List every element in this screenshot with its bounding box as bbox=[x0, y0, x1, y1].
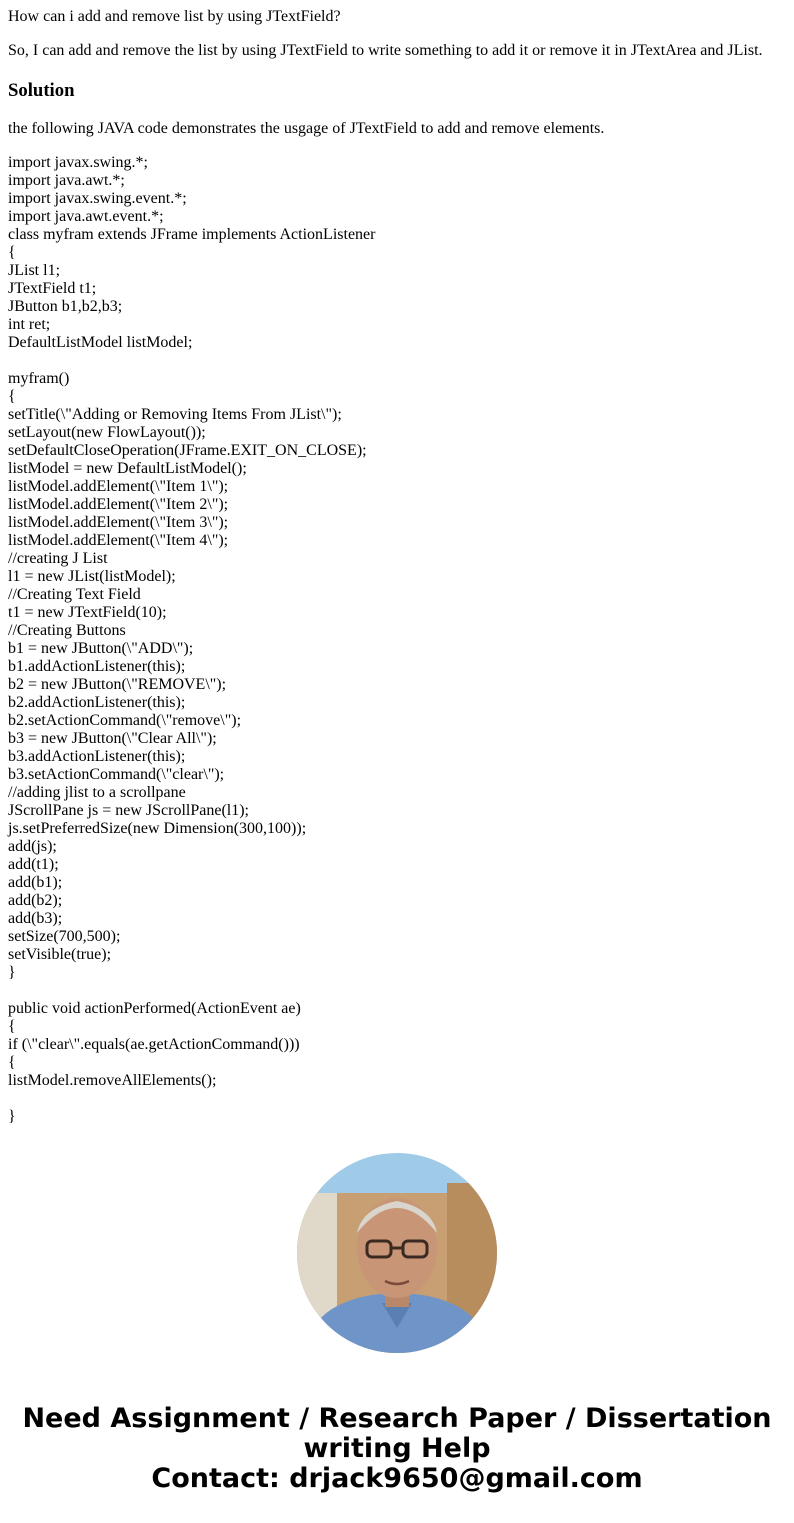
code-line: DefaultListModel listModel; bbox=[8, 334, 193, 351]
code-block bbox=[8, 154, 786, 1126]
code-line: add(t1); bbox=[8, 856, 59, 873]
code-line: listModel.removeAllElements(); bbox=[8, 1072, 217, 1089]
code-line: b1 = new JButton(\"ADD\"); bbox=[8, 640, 194, 657]
code-line bbox=[8, 982, 786, 1000]
code-line: listModel.addElement(\"Item 4\"); bbox=[8, 532, 229, 549]
code-line: b1.addActionListener(this); bbox=[8, 658, 186, 675]
promo-banner bbox=[0, 1404, 794, 1494]
author-photo-icon bbox=[297, 1153, 497, 1353]
code-line: b3 = new JButton(\"Clear All\"); bbox=[8, 730, 217, 747]
code-line: { bbox=[8, 1054, 16, 1071]
solution-heading: Solution bbox=[8, 80, 75, 101]
code-line: b2 = new JButton(\"REMOVE\"); bbox=[8, 676, 227, 693]
code-line: int ret; bbox=[8, 316, 51, 333]
code-line bbox=[8, 352, 786, 370]
code-line: import javax.swing.event.*; bbox=[8, 190, 187, 207]
question-description: So, I can add and remove the list by using JTextField to write something to add it or remove it in JTextArea and JList. bbox=[8, 42, 763, 59]
code-line: JScrollPane js = new JScrollPane(l1); bbox=[8, 802, 249, 819]
code-line: setTitle(\"Adding or Removing Items From JList\"); bbox=[8, 406, 342, 423]
author-avatar bbox=[297, 1153, 497, 1353]
code-line: //adding jlist to a scrollpane bbox=[8, 784, 186, 801]
code-line: b2.addActionListener(this); bbox=[8, 694, 186, 711]
code-line: b3.addActionListener(this); bbox=[8, 748, 186, 765]
promo-banner-contact: Contact: drjack9650@gmail.com bbox=[151, 1463, 643, 1494]
code-line: { bbox=[8, 388, 16, 405]
promo-banner-line2: writing Help bbox=[303, 1433, 491, 1464]
code-line: JButton b1,b2,b3; bbox=[8, 298, 123, 315]
code-line: b3.setActionCommand(\"clear\"); bbox=[8, 766, 225, 783]
code-line: JList l1; bbox=[8, 262, 61, 279]
code-line: setDefaultCloseOperation(JFrame.EXIT_ON_CLOSE); bbox=[8, 442, 367, 459]
solution-intro: the following JAVA code demonstrates the usgage of JTextField to add and remove elements. bbox=[8, 120, 605, 137]
question-title: How can i add and remove list by using JTextField? bbox=[8, 8, 341, 25]
code-line: setLayout(new FlowLayout()); bbox=[8, 424, 206, 441]
code-line: } bbox=[8, 964, 16, 981]
code-line: } bbox=[8, 1108, 16, 1125]
code-line: t1 = new JTextField(10); bbox=[8, 604, 167, 621]
code-line: l1 = new JList(listModel); bbox=[8, 568, 176, 585]
code-line: //creating J List bbox=[8, 550, 108, 567]
article bbox=[8, 0, 786, 1126]
code-line: add(b1); bbox=[8, 874, 63, 891]
code-line: listModel.addElement(\"Item 1\"); bbox=[8, 478, 229, 495]
code-line: class myfram extends JFrame implements ActionListener bbox=[8, 226, 376, 243]
code-line: import javax.swing.*; bbox=[8, 154, 148, 171]
promo-banner-line1: Need Assignment / Research Paper / Dissertation bbox=[22, 1403, 772, 1434]
code-line: js.setPreferredSize(new Dimension(300,100)); bbox=[8, 820, 307, 837]
code-line: if (\"clear\".equals(ae.getActionCommand())) bbox=[8, 1036, 300, 1053]
code-line: listModel.addElement(\"Item 2\"); bbox=[8, 496, 229, 513]
code-line: add(js); bbox=[8, 838, 57, 855]
code-line: setVisible(true); bbox=[8, 946, 112, 963]
code-line: public void actionPerformed(ActionEvent ae) bbox=[8, 1000, 301, 1017]
code-line: //Creating Text Field bbox=[8, 586, 141, 603]
code-line: setSize(700,500); bbox=[8, 928, 121, 945]
code-line bbox=[8, 1090, 786, 1108]
code-line: import java.awt.event.*; bbox=[8, 208, 164, 225]
code-line: import java.awt.*; bbox=[8, 172, 125, 189]
code-line: listModel = new DefaultListModel(); bbox=[8, 460, 247, 477]
code-line: add(b3); bbox=[8, 910, 63, 927]
code-line: //Creating Buttons bbox=[8, 622, 126, 639]
code-line: listModel.addElement(\"Item 3\"); bbox=[8, 514, 229, 531]
code-line: b2.setActionCommand(\"remove\"); bbox=[8, 712, 242, 729]
code-line: { bbox=[8, 1018, 16, 1035]
code-line: JTextField t1; bbox=[8, 280, 97, 297]
code-line: add(b2); bbox=[8, 892, 63, 909]
code-line: myfram() bbox=[8, 370, 70, 387]
code-line: { bbox=[8, 244, 16, 261]
